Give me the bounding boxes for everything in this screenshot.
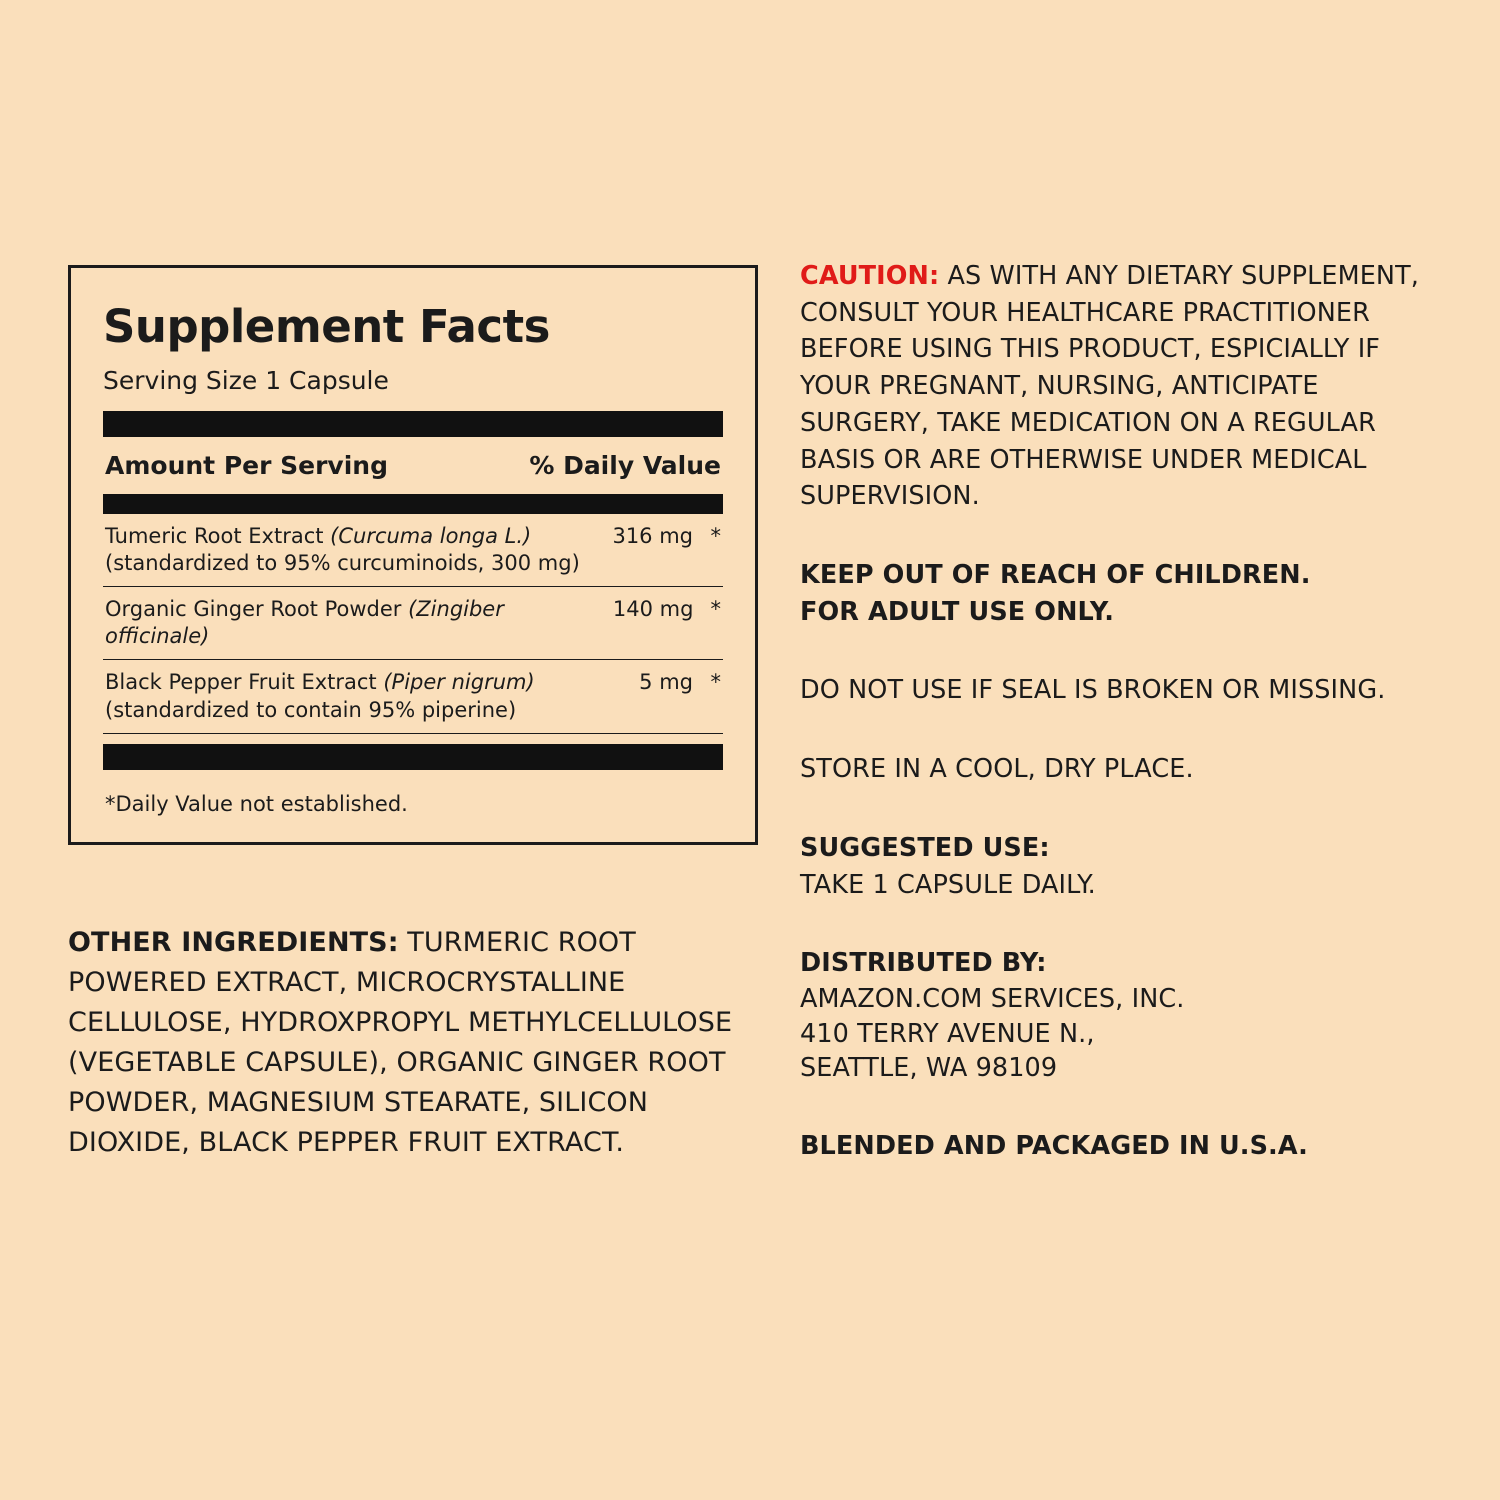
table-row — [103, 514, 723, 588]
table-header-row — [103, 437, 723, 494]
suggested-use-label: SUGGESTED USE: — [800, 832, 1050, 863]
amount-per-serving-header: Amount Per Serving — [105, 450, 388, 480]
ingredient-sub-note: (standardized to contain 95% piperine) — [105, 697, 517, 722]
ingredient-latin-name: (Piper nigrum) — [383, 670, 535, 694]
ingredient-latin-name: (Zingiber officinale) — [105, 597, 504, 649]
keep-out-of-reach-line1: KEEP OUT OF REACH OF CHILDREN. — [800, 560, 1311, 591]
ingredient-daily-value: * — [710, 597, 721, 622]
ingredient-name: Black Pepper Fruit Extract (Piper nigrum) — [105, 670, 535, 694]
distributed-by-label: DISTRIBUTED BY: — [800, 948, 1047, 979]
divider-thick-bottom — [103, 744, 723, 770]
blended-packaged-block — [800, 1128, 1440, 1165]
ingredient-daily-value: * — [710, 523, 721, 548]
caution-label: CAUTION: — [800, 261, 940, 291]
suggested-use-block — [800, 830, 1440, 903]
ingredient-latin-name: (Curcuma longa L.) — [330, 523, 532, 548]
ingredient-name: Organic Ginger Root Powder (Zingiber officinale) — [105, 597, 504, 649]
table-row — [103, 587, 723, 660]
left-column — [68, 265, 758, 1162]
ingredient-amount: 5 mg — [639, 670, 693, 694]
ingredient-amount: 140 mg — [612, 597, 694, 622]
daily-value-header: % Daily Value — [529, 450, 721, 480]
storage-block — [800, 751, 1440, 788]
divider-thick-mid — [103, 494, 723, 514]
storage-text: STORE IN A COOL, DRY PLACE. — [800, 754, 1194, 785]
caution-paragraph — [800, 258, 1440, 515]
divider-thick-top — [103, 411, 723, 437]
table-row — [103, 660, 723, 734]
other-ingredients-block — [68, 923, 758, 1163]
keep-out-of-reach-block — [800, 557, 1440, 630]
ingredient-sub-note: (standardized to 95% curcuminoids, 300 mg) — [105, 551, 580, 576]
serving-size-text: Serving Size 1 Capsule — [103, 366, 389, 395]
ingredient-name: Tumeric Root Extract (Curcuma longa L.) — [105, 523, 532, 548]
distributor-street: 410 TERRY AVENUE N., — [800, 1018, 1095, 1049]
seal-warning-text: DO NOT USE IF SEAL IS BROKEN OR MISSING. — [800, 675, 1386, 706]
supplement-facts-panel — [68, 265, 758, 845]
blended-packaged-text: BLENDED AND PACKAGED IN U.S.A. — [800, 1131, 1308, 1162]
distributor-name: AMAZON.COM SERVICES, INC. — [800, 984, 1185, 1015]
seal-warning-block — [800, 672, 1440, 709]
other-ingredients-text: TURMERIC ROOT POWERED EXTRACT, MICROCRYSTALLINE CELLULOSE, HYDROXPROPYL METHYLCELLULOSE (VEGETABLE CAPSULE), ORGANIC GINGER ROOT POWDER, MAGNESIUM STEARATE, SILICON DIOXIDE, BLACK PEPPER FRUIT EXTRACT. — [68, 926, 733, 1158]
right-column — [800, 258, 1440, 1165]
supplement-facts-title: Supplement Facts — [103, 300, 550, 353]
adult-use-only-line: FOR ADULT USE ONLY. — [800, 596, 1115, 627]
distributed-by-block — [800, 945, 1440, 1086]
daily-value-footnote: *Daily Value not established. — [105, 791, 408, 816]
distributor-city: SEATTLE, WA 98109 — [800, 1053, 1058, 1084]
caution-text: AS WITH ANY DIETARY SUPPLEMENT, CONSULT YOUR HEALTHCARE PRACTITIONER BEFORE USING THIS PRODUCT, ESPICIALLY IF YOUR PREGNANT, NURSING, ANTICIPATE SURGERY, TAKE MEDICATION ON A REGULAR BASIS OR ARE OTHERWISE UNDER MEDICAL SUPERVISION. — [800, 261, 1419, 512]
ingredient-daily-value: * — [710, 670, 721, 694]
suggested-use-text: TAKE 1 CAPSULE DAILY. — [800, 869, 1096, 900]
other-ingredients-label: OTHER INGREDIENTS: — [68, 926, 399, 958]
ingredient-amount: 316 mg — [612, 523, 693, 548]
